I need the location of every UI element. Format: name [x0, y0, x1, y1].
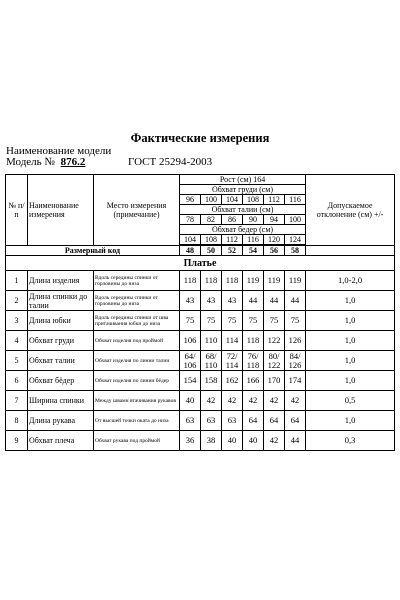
standard-label: ГОСТ 25294-2003	[128, 156, 213, 168]
measurement-value: 106	[180, 331, 201, 351]
row-number: 8	[6, 411, 28, 431]
row-number: 6	[6, 371, 28, 391]
measurement-value: 84/ 126	[285, 351, 306, 371]
measurement-value: 38	[201, 431, 222, 451]
size-value: 56	[264, 246, 285, 256]
row-number: 1	[6, 271, 28, 291]
measurement-name: Обхват груди	[28, 331, 94, 351]
model-name-label: Наименование модели	[6, 145, 112, 157]
measurement-value: 154	[180, 371, 201, 391]
measurement-value: 110	[201, 331, 222, 351]
tolerance-value: 1,0	[306, 371, 395, 391]
table-row	[6, 411, 395, 431]
measurement-name: Длина изделия	[28, 271, 94, 291]
measurement-place: Обхват изделия по линии бёдер	[94, 371, 180, 391]
measurement-value: 42	[201, 391, 222, 411]
tolerance-value: 1,0	[306, 291, 395, 311]
measurement-name: Длина спинки до талии	[28, 291, 94, 311]
row-number: 2	[6, 291, 28, 311]
measurement-value: 119	[243, 271, 264, 291]
size-value: 58	[285, 246, 306, 256]
measurement-value: 42	[264, 391, 285, 411]
measurement-value: 68/ 110	[201, 351, 222, 371]
measurement-value: 72/ 114	[222, 351, 243, 371]
measurements-table	[5, 174, 395, 451]
size-value: 54	[243, 246, 264, 256]
hips-value: 116	[243, 235, 264, 245]
measurement-value: 162	[222, 371, 243, 391]
measurement-value: 36	[180, 431, 201, 451]
chest-value: 100	[201, 195, 222, 205]
page-title: Фактические измерения	[130, 131, 270, 145]
model-number: 876.2	[60, 156, 86, 168]
hips-value: 108	[201, 235, 222, 245]
measurement-place: Обхват изделия под проймой	[94, 331, 180, 351]
waist-header: Обхват талии (см)	[180, 205, 306, 215]
measurement-name: Ширина спинки	[28, 391, 94, 411]
size-value: 48	[180, 246, 201, 256]
measurement-place: Обхват изделия по линии талии	[94, 351, 180, 371]
measurement-value: 118	[243, 331, 264, 351]
waist-value: 86	[222, 215, 243, 225]
measurement-value: 43	[180, 291, 201, 311]
table-row	[6, 291, 395, 311]
measurement-value: 75	[285, 311, 306, 331]
measurement-value: 64	[243, 411, 264, 431]
col-header-no: № п/п	[6, 175, 28, 246]
measurement-value: 75	[243, 311, 264, 331]
measurement-place: Между швами втачивания рукавов	[94, 391, 180, 411]
measurement-value: 40	[222, 431, 243, 451]
col-header-place: Место измерения (примечание)	[94, 175, 180, 246]
chest-value: 108	[243, 195, 264, 205]
hips-value: 124	[285, 235, 306, 245]
waist-value: 78	[180, 215, 201, 225]
measurement-place: От высшей точки оката до низа	[94, 411, 180, 431]
measurement-value: 75	[201, 311, 222, 331]
hips-value: 120	[264, 235, 285, 245]
measurement-value: 42	[222, 391, 243, 411]
measurement-value: 44	[285, 431, 306, 451]
measurement-value: 119	[285, 271, 306, 291]
measurement-value: 63	[222, 411, 243, 431]
measurement-value: 64	[285, 411, 306, 431]
measurement-value: 42	[285, 391, 306, 411]
measurement-value: 44	[243, 291, 264, 311]
measurement-value: 118	[180, 271, 201, 291]
measurement-place: Вдоль середины спинки от горловины до низа	[94, 271, 180, 291]
waist-value: 94	[264, 215, 285, 225]
measurement-value: 118	[201, 271, 222, 291]
model-number-label: Модель №	[6, 156, 55, 168]
measurement-value: 44	[264, 291, 285, 311]
waist-value: 90	[243, 215, 264, 225]
tolerance-value: 0,3	[306, 431, 395, 451]
measurement-value: 170	[264, 371, 285, 391]
table-row	[6, 431, 395, 451]
measurement-name: Обхват талии	[28, 351, 94, 371]
hips-value: 104	[180, 235, 201, 245]
measurement-value: 118	[222, 271, 243, 291]
measurement-value: 43	[201, 291, 222, 311]
col-header-tolerance: Допускаемое отклонение (см) +/-	[306, 175, 395, 246]
row-number: 4	[6, 331, 28, 351]
row-number: 7	[6, 391, 28, 411]
measurement-value: 80/ 122	[264, 351, 285, 371]
measurement-place: Вдоль середины спинки от шва притачивания юбки до низа	[94, 311, 180, 331]
measurement-value: 122	[264, 331, 285, 351]
table-row	[6, 371, 395, 391]
measurement-value: 63	[201, 411, 222, 431]
row-number: 5	[6, 351, 28, 371]
measurement-value: 126	[285, 331, 306, 351]
waist-value: 100	[285, 215, 306, 225]
measurement-value: 75	[180, 311, 201, 331]
model-number-line	[6, 156, 213, 168]
tolerance-value: 1,0-2,0	[306, 271, 395, 291]
tolerance-value: 1,0	[306, 411, 395, 431]
size-code-row	[6, 246, 395, 256]
measurement-value: 63	[180, 411, 201, 431]
measurement-value: 40	[180, 391, 201, 411]
table-row	[6, 391, 395, 411]
tolerance-value: 1,0	[306, 311, 395, 331]
measurement-place: Обхват рукава под проймой	[94, 431, 180, 451]
measurement-value: 64	[264, 411, 285, 431]
measurement-value: 44	[285, 291, 306, 311]
chest-value: 112	[264, 195, 285, 205]
size-value: 52	[222, 246, 243, 256]
size-code-label: Размерный код	[6, 246, 180, 256]
row-number: 3	[6, 311, 28, 331]
table-row	[6, 311, 395, 331]
measurement-name: Обхват плеча	[28, 431, 94, 451]
measurement-name: Обхват бёдер	[28, 371, 94, 391]
measurement-value: 42	[243, 391, 264, 411]
height-header: Рост (см) 164	[180, 175, 306, 185]
waist-value: 82	[201, 215, 222, 225]
measurement-value: 40	[243, 431, 264, 451]
measurement-place: Вдоль середины спинки от горловины до низа	[94, 291, 180, 311]
measurement-value: 75	[264, 311, 285, 331]
chest-header: Обхват груди (см)	[180, 185, 306, 195]
chest-value: 104	[222, 195, 243, 205]
measurement-value: 42	[264, 431, 285, 451]
measurement-value: 75	[222, 311, 243, 331]
tolerance-value: 1,0	[306, 351, 395, 371]
chest-value: 96	[180, 195, 201, 205]
measurement-value: 174	[285, 371, 306, 391]
section-title: Платье	[6, 256, 395, 271]
table-row	[6, 351, 395, 371]
measurement-value: 76/ 118	[243, 351, 264, 371]
size-value: 50	[201, 246, 222, 256]
measurement-value: 158	[201, 371, 222, 391]
table-row	[6, 331, 395, 351]
measurement-value: 119	[264, 271, 285, 291]
col-header-name: Наименование измерения	[28, 175, 94, 246]
measurement-value: 114	[222, 331, 243, 351]
hips-header: Обхват бедер (см)	[180, 225, 306, 235]
measurement-value: 166	[243, 371, 264, 391]
hips-value: 112	[222, 235, 243, 245]
measurement-value: 43	[222, 291, 243, 311]
chest-value: 116	[285, 195, 306, 205]
tolerance-value: 1,0	[306, 331, 395, 351]
tolerance-value: 0,5	[306, 391, 395, 411]
row-number: 9	[6, 431, 28, 451]
measurement-name: Длина рукава	[28, 411, 94, 431]
measurement-name: Длина юбки	[28, 311, 94, 331]
measurement-value: 64/ 106	[180, 351, 201, 371]
table-row	[6, 271, 395, 291]
